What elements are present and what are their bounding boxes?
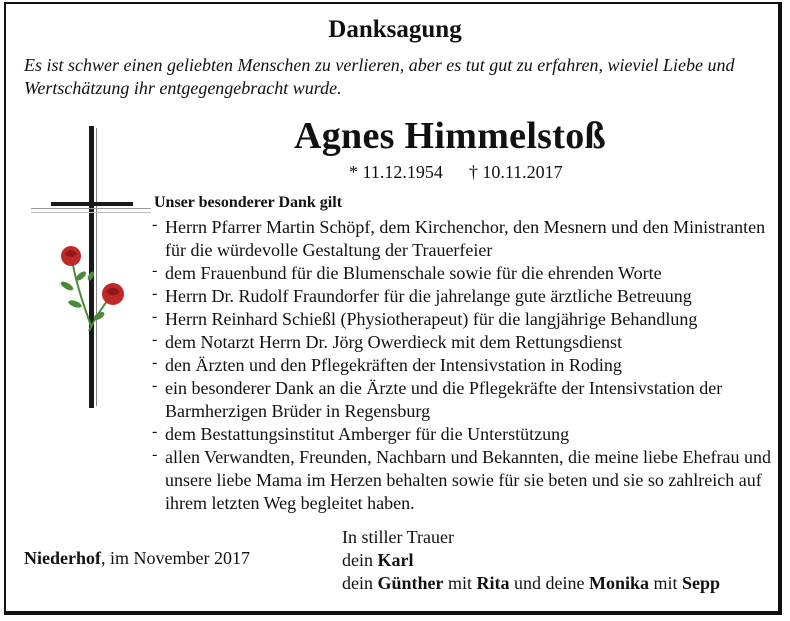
mourners-line-1: In stiller Trauer <box>342 527 454 547</box>
mourner-name: Karl <box>377 550 414 570</box>
list-item: - dem Notarzt Herrn Dr. Jörg Owerdieck mit dem Rettungsdienst <box>150 331 780 354</box>
death-date: † 10.11.2017 <box>468 162 563 182</box>
mourner-connector: und deine <box>509 573 590 593</box>
mourner-prefix: dein <box>342 550 378 570</box>
mourner-name: Günther <box>377 573 444 593</box>
list-item: - dem Frauenbund für die Blumenschale sowie für die ehrenden Worte <box>150 262 780 285</box>
rose-icon <box>61 246 81 266</box>
mourners-line-3 <box>342 572 720 595</box>
mourner-prefix: dein <box>342 573 378 593</box>
thanks-list <box>150 216 780 515</box>
thanks-title: Unser besonderer Dank gilt <box>154 194 343 211</box>
announcement-frame <box>4 2 782 615</box>
list-item: - Herrn Dr. Rudolf Fraundorfer für die jahrelange gute ärztliche Betreuung <box>150 285 780 308</box>
list-item: - allen Verwandten, Freunden, Nachbarn und Bekannten, die meine liebe Ehefrau und unsere liebe Mama im Herzen behalten sowie für sie beten und sie so zahlreich auf ihrem letzten Weg begleitet haben. <box>150 446 780 515</box>
life-dates <box>349 162 589 183</box>
mourners-line-2 <box>342 549 720 572</box>
list-item: - Herrn Pfarrer Martin Schöpf, dem Kirchenchor, den Mesnern und den Ministranten für die würdevolle Gestaltung der Trauerfeier <box>150 216 780 262</box>
place-date <box>24 548 250 569</box>
mourner-connector: mit <box>443 573 477 593</box>
mourners <box>342 526 720 595</box>
deceased-name: Agnes Himmelstoß <box>294 115 606 157</box>
rose-icon <box>102 283 124 305</box>
birth-date: * 11.12.1954 <box>349 162 443 182</box>
mourner-name: Monika <box>589 573 650 593</box>
list-item: - ein besonderer Dank an die Ärzte und die Pflegekräfte der Intensivstation der Barmherzigen Brüder in Regensburg <box>150 377 780 423</box>
list-item: - Herrn Reinhard Schießl (Physiotherapeut) für die langjährige Behandlung <box>150 308 780 331</box>
mourner-name: Sepp <box>682 573 721 593</box>
place-town: Niederhof <box>24 548 101 568</box>
list-item: - dem Bestattungsinstitut Amberger für die Unterstützung <box>150 423 780 446</box>
cross-with-roses-icon <box>31 126 151 416</box>
list-item: - den Ärzten und den Pflegekräften der Intensivstation in Roding <box>150 354 780 377</box>
intro-text: Es ist schwer einen geliebten Menschen zu verlieren, aber es tut gut zu erfahren, wieviel Liebe und Wertschätzung ihr entgegengebracht wurde. <box>24 55 735 98</box>
heading: Danksagung <box>328 16 462 43</box>
mourner-name: Rita <box>476 573 510 593</box>
place-date-text: , im November 2017 <box>100 548 250 568</box>
mourner-connector: mit <box>649 573 683 593</box>
